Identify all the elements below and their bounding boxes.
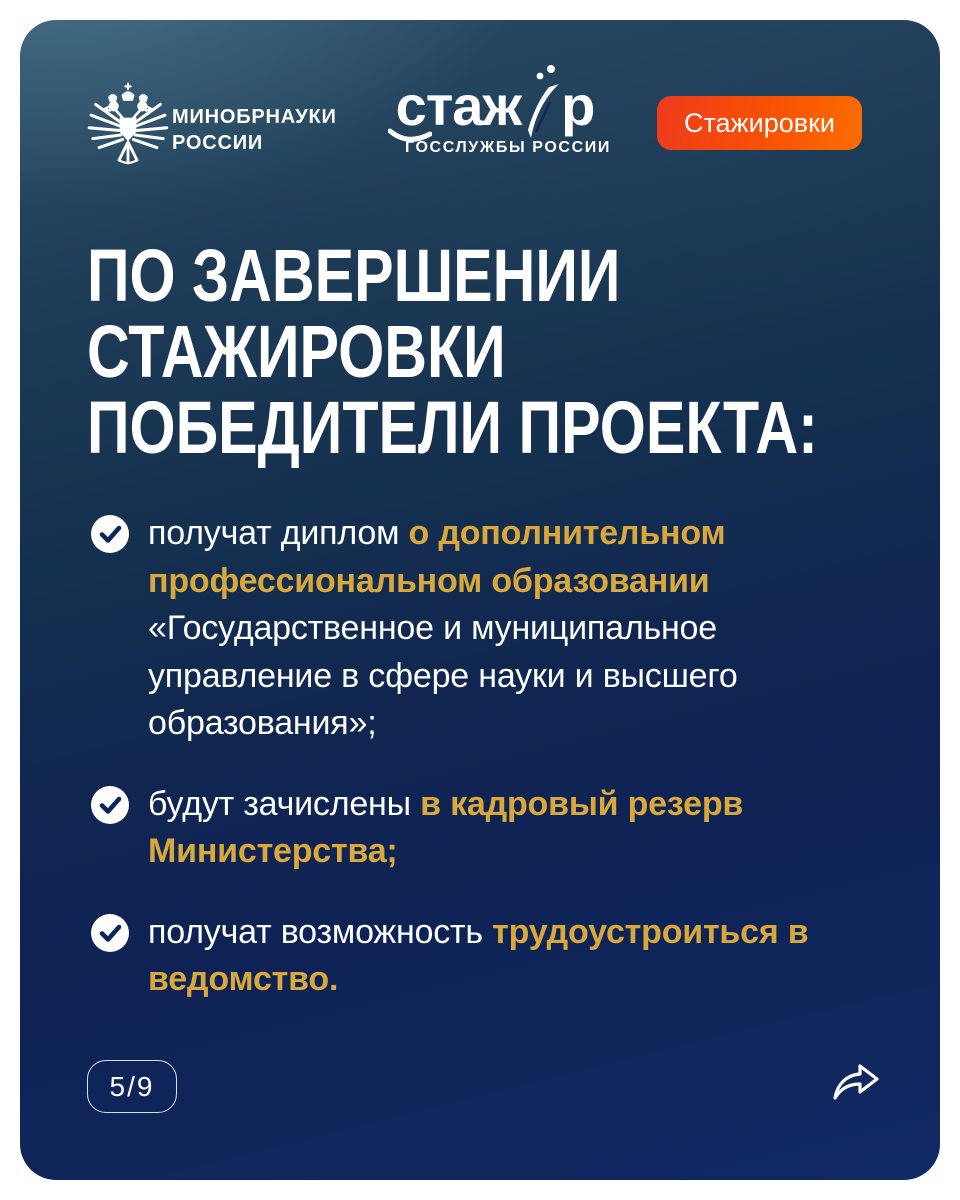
ministry-name [172, 104, 337, 156]
stazher-logo [370, 76, 620, 157]
heading-line3: ПОБЕДИТЕЛИ ПРОЕКТА: [87, 386, 818, 469]
logo-swash-icon [388, 128, 432, 146]
heading-line2: СТАЖИРОВКИ [87, 310, 506, 393]
page-title [87, 234, 940, 469]
bullet-text-run: получат возможность [148, 912, 493, 951]
ministry-name-line1: МИНОБРНАУКИ [172, 106, 337, 128]
quill-feather-icon [524, 64, 560, 138]
bullet-text-run: получат диплом [148, 514, 409, 552]
internships-tag-button[interactable]: Стажировки [657, 96, 862, 150]
ministry-emblem-eagle-icon [83, 80, 173, 172]
bullet-text-run: будут зачислены [148, 784, 421, 823]
check-icon [91, 515, 129, 553]
ministry-name-line2: РОССИИ [172, 132, 264, 154]
benefits-list [91, 510, 871, 1004]
bullet-text [148, 781, 858, 876]
stazher-logo-word [396, 76, 595, 138]
bullet-text [148, 909, 858, 1004]
check-icon [91, 786, 129, 824]
heading-line1: ПО ЗАВЕРШЕНИИ [87, 234, 621, 317]
logo-subtitle: ГОССЛУЖБЫ РОССИИ [405, 139, 611, 156]
social-card [20, 20, 940, 1180]
bullet-text-run: трудоустроиться в ведомство. [148, 912, 809, 998]
bullet-text-run: «Государственное и муниципальное управление в сфере науки и высшего образования»; [148, 609, 738, 742]
bullet-text [148, 510, 858, 748]
check-icon [91, 914, 129, 952]
page-indicator-badge: 5/9 [87, 1060, 177, 1113]
list-item [91, 781, 871, 876]
list-item [91, 909, 871, 1004]
bullet-text-run: в кадровый резерв Министерства; [148, 784, 744, 870]
share-icon[interactable] [832, 1063, 880, 1107]
logo-word-left: стаж [395, 74, 522, 137]
bullet-text-run: о дополнительном профессиональном образовании [148, 514, 726, 600]
list-item [91, 510, 871, 748]
logo-word-right: р [561, 74, 595, 137]
